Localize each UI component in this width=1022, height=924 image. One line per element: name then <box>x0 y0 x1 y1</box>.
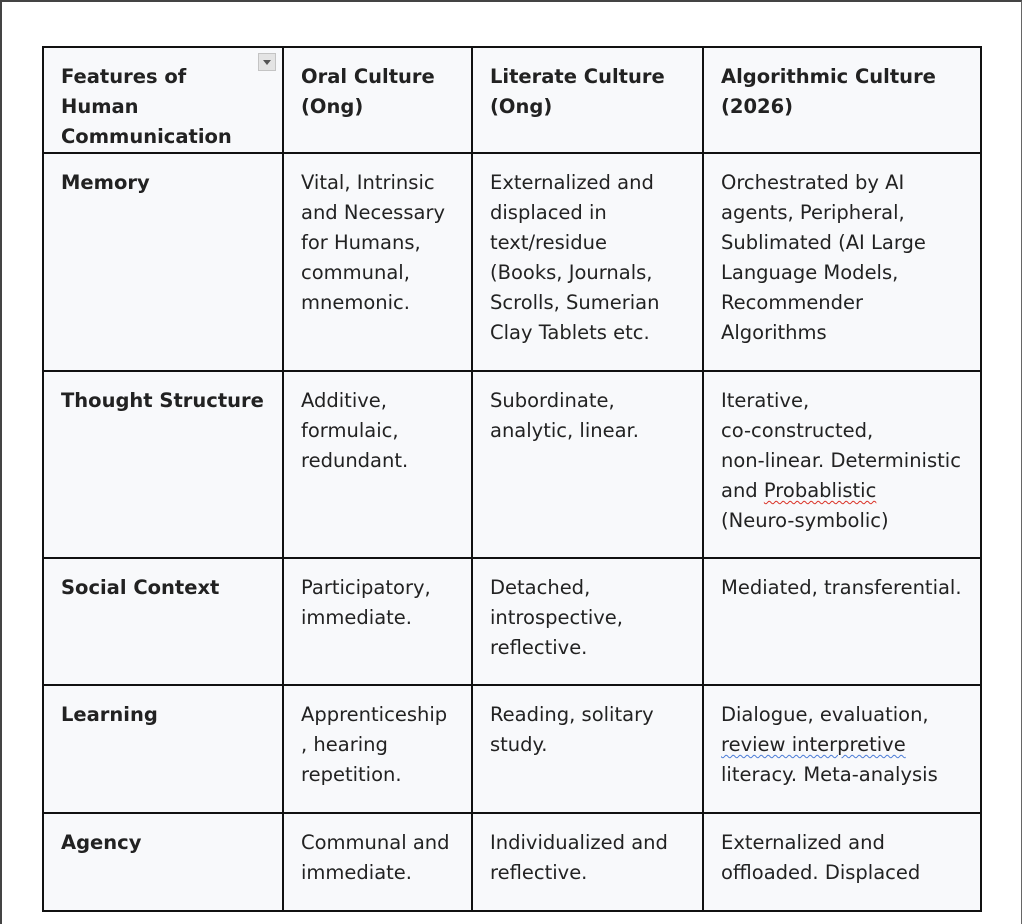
grammar-flagged-phrase[interactable]: review interpretive <box>721 733 906 756</box>
row-label: Learning <box>61 703 158 726</box>
row-label: Memory <box>61 171 150 194</box>
row-label: Social Context <box>61 576 220 599</box>
header-oral-label: Oral Culture (Ong) <box>301 65 435 118</box>
table-row <box>43 685 981 813</box>
oral-text: Participatory, immediate. <box>301 576 431 629</box>
table-row <box>43 371 981 558</box>
row-label-cell[interactable] <box>43 685 283 813</box>
literate-text: Reading, solitary study. <box>490 703 654 756</box>
oral-cell[interactable] <box>283 153 472 371</box>
header-cell-literate[interactable] <box>472 47 703 153</box>
literate-text: Individualized and reflective. <box>490 831 668 884</box>
algorithmic-cell[interactable] <box>703 685 981 813</box>
row-label: Thought Structure <box>61 389 264 412</box>
literate-cell[interactable] <box>472 153 703 371</box>
algorithmic-cell[interactable] <box>703 813 981 911</box>
oral-text: Apprenticeship , hearing repetition. <box>301 703 448 786</box>
oral-cell[interactable] <box>283 371 472 558</box>
algorithmic-text-start: Iterative, co-constructed, non-linear. Deterministic and <box>721 389 961 502</box>
header-cell-features[interactable] <box>43 47 283 153</box>
header-cell-oral[interactable] <box>283 47 472 153</box>
literate-cell[interactable] <box>472 371 703 558</box>
spelling-flagged-word[interactable]: Probablistic <box>763 479 877 502</box>
literate-text: Detached, introspective, reflective. <box>490 576 623 659</box>
algorithmic-text <box>721 386 968 536</box>
oral-cell[interactable] <box>283 813 472 911</box>
oral-text: Communal and immediate. <box>301 831 450 884</box>
algorithmic-text: Externalized and offloaded. Displaced <box>721 831 921 884</box>
row-label-cell[interactable] <box>43 153 283 371</box>
literate-text: Externalized and displaced in text/residue (Books, Journals, Scrolls, Sumerian Clay Tablets etc. <box>490 171 660 344</box>
header-literate-label: Literate Culture (Ong) <box>490 65 665 118</box>
literate-cell[interactable] <box>472 558 703 685</box>
algorithmic-cell[interactable] <box>703 153 981 371</box>
literate-cell[interactable] <box>472 813 703 911</box>
algorithmic-text <box>721 700 968 790</box>
row-label-cell[interactable] <box>43 558 283 685</box>
header-algorithmic-label: Algorithmic Culture (2026) <box>721 65 936 118</box>
header-features-label: Features of Human Communication <box>61 65 232 148</box>
header-cell-algorithmic[interactable] <box>703 47 981 153</box>
algorithmic-text-end: literacy. Meta-analysis <box>721 763 938 786</box>
oral-cell[interactable] <box>283 558 472 685</box>
table-header-row <box>43 47 981 153</box>
literate-cell[interactable] <box>472 685 703 813</box>
row-label-cell[interactable] <box>43 371 283 558</box>
table-row <box>43 813 981 911</box>
algorithmic-text: Mediated, transferential. <box>721 576 962 599</box>
comparison-table <box>42 46 982 912</box>
algorithmic-text-end: (Neuro-symbolic) <box>721 509 889 532</box>
table-row <box>43 558 981 685</box>
oral-text: Vital, Intrinsic and Necessary for Humans, communal, mnemonic. <box>301 171 446 314</box>
oral-cell[interactable] <box>283 685 472 813</box>
algorithmic-text: Orchestrated by AI agents, Peripheral, Sublimated (AI Large Language Models, Recommender Algorithms <box>721 171 926 344</box>
table-row <box>43 153 981 371</box>
algorithmic-text-start: Dialogue, evaluation, <box>721 703 929 726</box>
row-label-cell[interactable] <box>43 813 283 911</box>
row-label: Agency <box>61 831 142 854</box>
dropdown-arrow-icon[interactable] <box>258 53 276 71</box>
literate-text: Subordinate, analytic, linear. <box>490 389 639 442</box>
algorithmic-cell[interactable] <box>703 371 981 558</box>
oral-text: Additive, formulaic, redundant. <box>301 389 409 472</box>
algorithmic-cell[interactable] <box>703 558 981 685</box>
